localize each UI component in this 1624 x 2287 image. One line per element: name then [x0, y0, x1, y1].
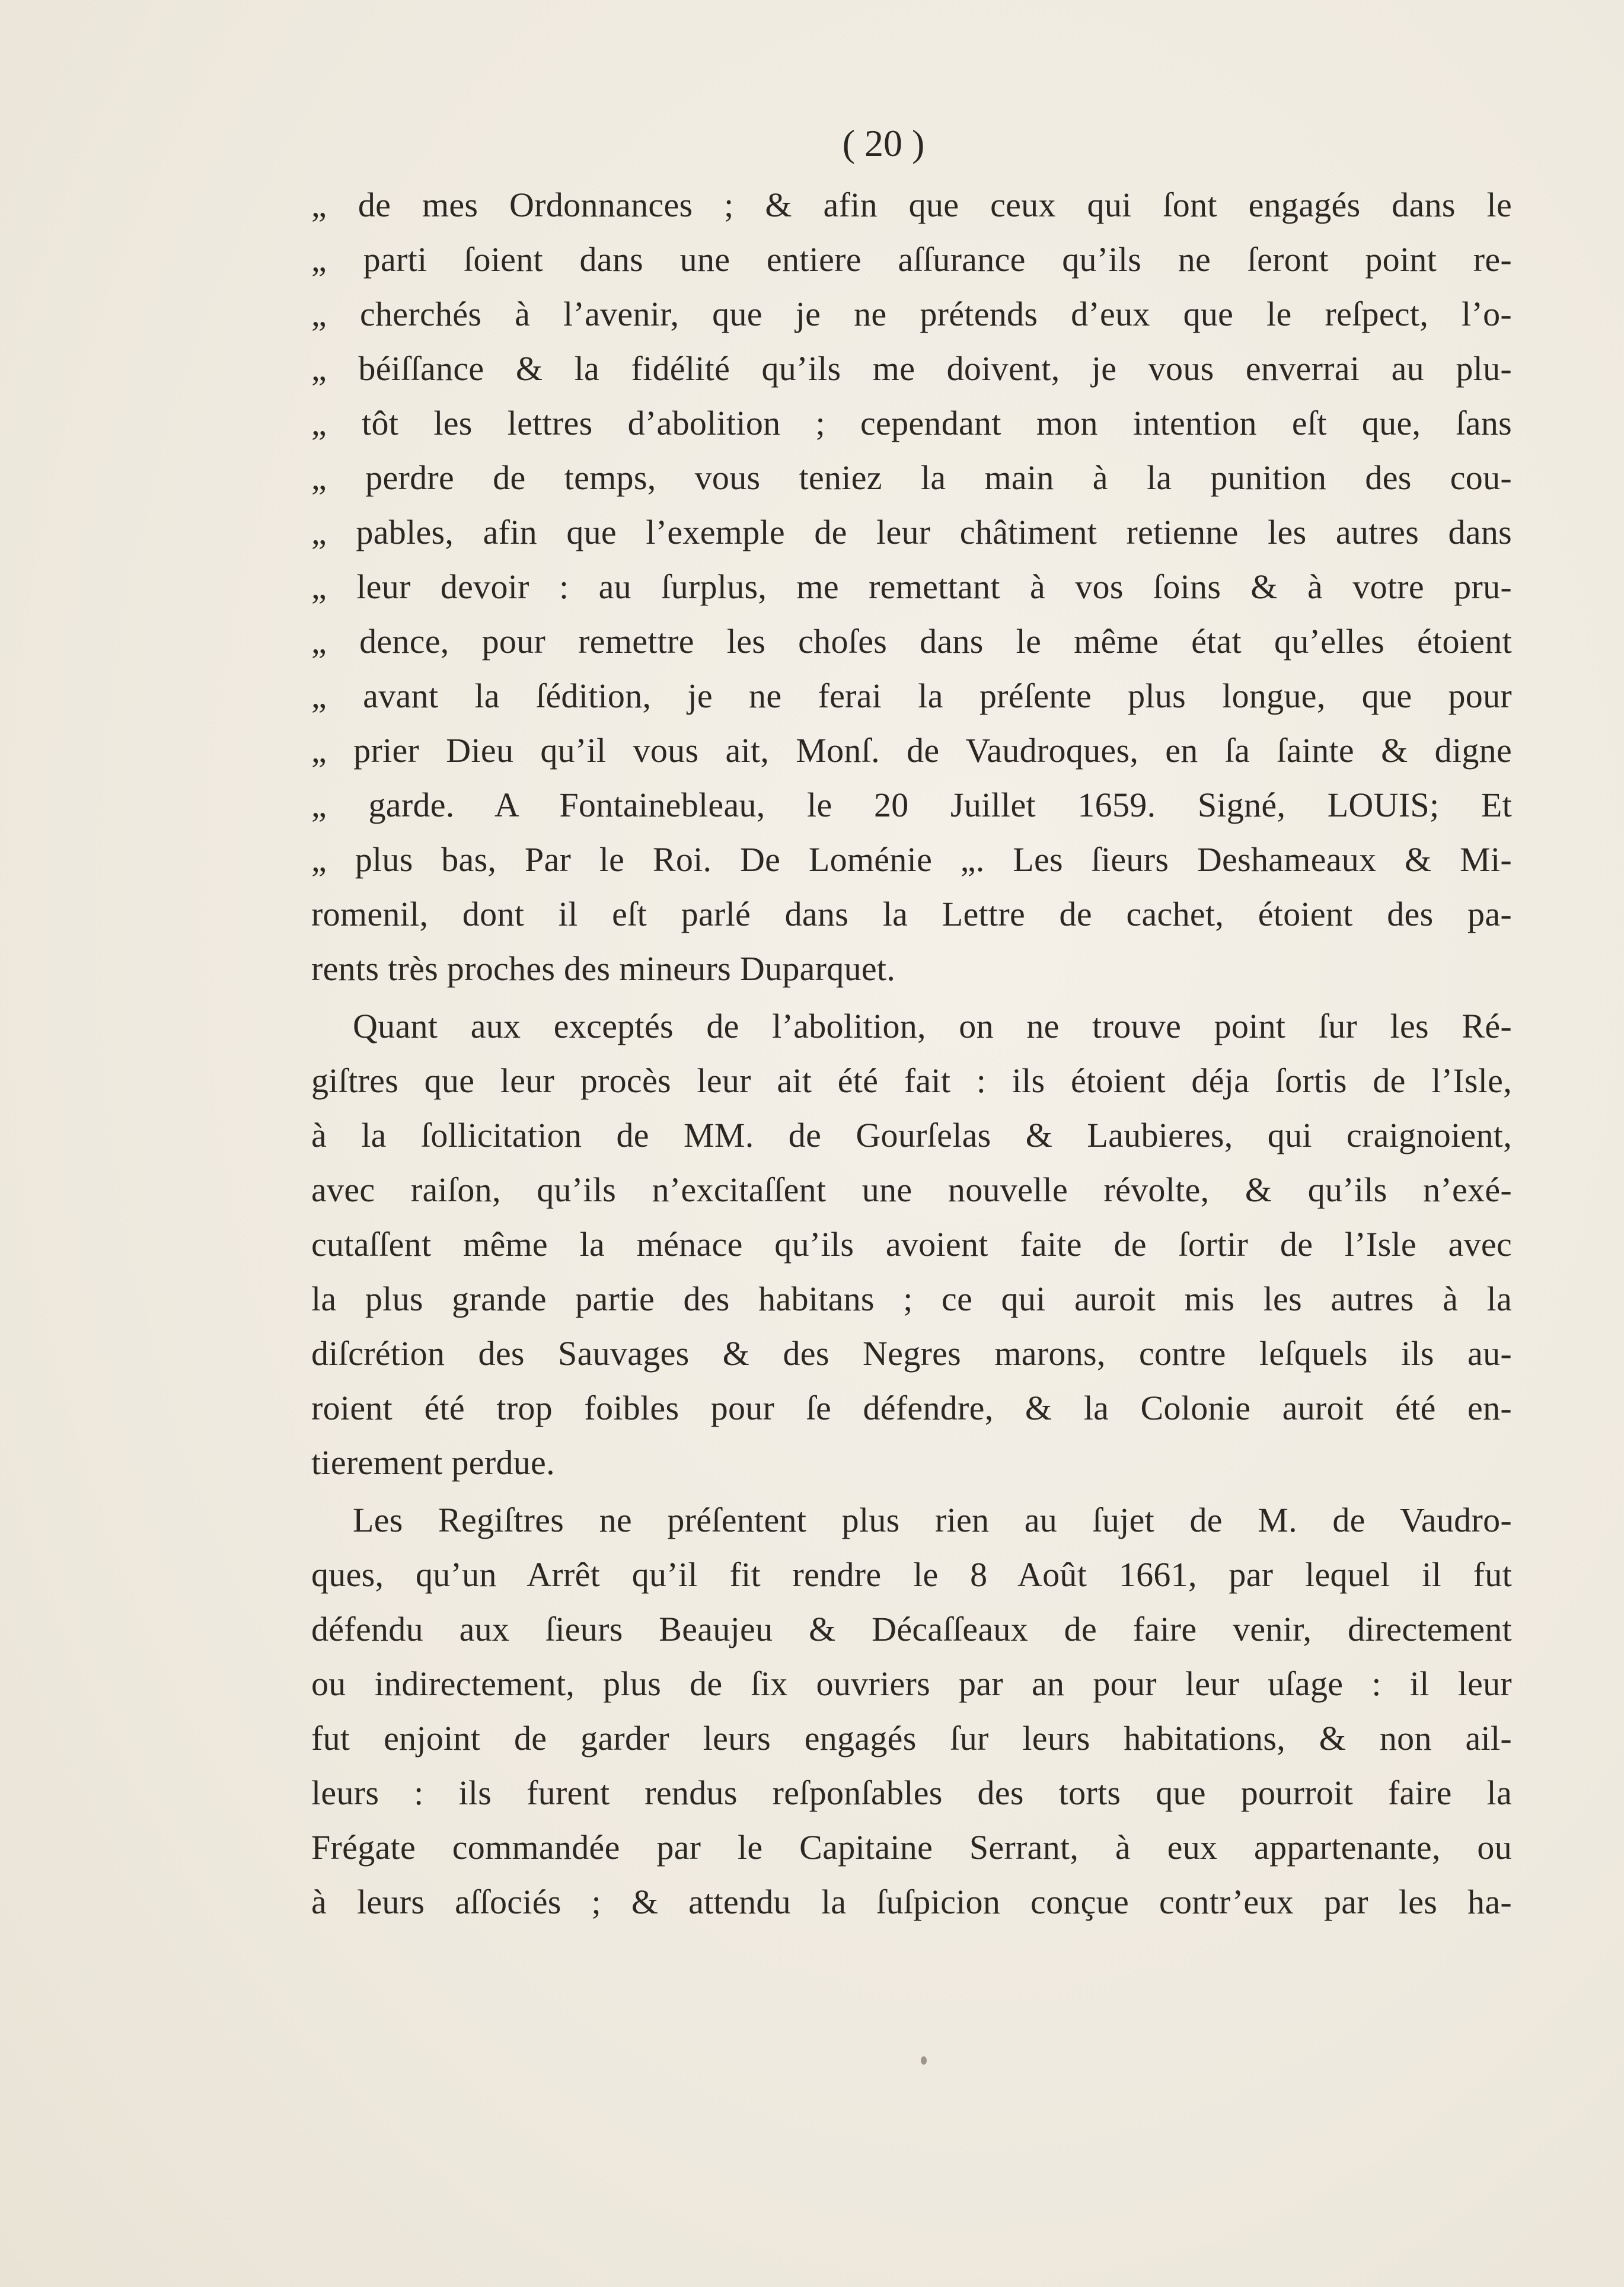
text-line: „ plus bas, Par le Roi. De Loménie „. Les ſieurs Deshameaux & Mi- [311, 840, 1512, 879]
text-line: giſtres que leur procès leur ait été fait : ils étoient déja ſortis de l’Isle, [311, 1061, 1512, 1100]
text-line: cutaſſent même la ménace qu’ils avoient faite de ſortir de l’Isle avec [311, 1225, 1512, 1264]
text-line: „ parti ſoient dans une entiere aſſurance qu’ils ne ſeront point re- [311, 240, 1512, 279]
text-line: „ garde. A Fontainebleau, le 20 Juillet 1659. Signé, LOUIS; Et [311, 786, 1512, 824]
text-line: „ de mes Ordonnances ; & afin que ceux qui ſont engagés dans le [311, 186, 1512, 224]
text-line: „ pables, afin que l’exemple de leur châtiment retienne les autres dans [311, 513, 1512, 551]
text-line: défendu aux ſieurs Beaujeu & Décaſſeaux de faire venir, directement [311, 1610, 1512, 1648]
text-line: à leurs aſſociés ; & attendu la ſuſpicion conçue contr’eux par les ha- [311, 1883, 1512, 1921]
text-line: ou indirectement, plus de ſix ouvriers par an pour leur uſage : il leur [311, 1664, 1512, 1703]
text-line: „ cherchés à l’avenir, que je ne prétends d’eux que le reſpect, l’o- [311, 295, 1512, 333]
text-line: la plus grande partie des habitans ; ce qui auroit mis les autres à la [311, 1280, 1512, 1318]
page-number: ( 20 ) [842, 122, 925, 164]
text-line: „ tôt les lettres d’abolition ; cependant mon intention eſt que, ſans [311, 404, 1512, 442]
text-line: Frégate commandée par le Capitaine Serrant, à eux appartenante, ou [311, 1828, 1512, 1867]
text-line: diſcrétion des Sauvages & des Negres marons, contre leſquels ils au- [311, 1334, 1512, 1373]
text-line: rents très proches des mineurs Duparquet. [311, 949, 896, 988]
text-line: roient été trop foibles pour ſe défendre, & la Colonie auroit été en- [311, 1389, 1512, 1427]
paragraph-start-line: Quant aux exceptés de l’abolition, on ne trouve point ſur les Ré- [353, 1007, 1512, 1045]
paragraph-start-line: Les Regiſtres ne préſentent plus rien au ſujet de M. de Vaudro- [353, 1501, 1512, 1539]
text-line: „ perdre de temps, vous teniez la main à la punition des cou- [311, 458, 1512, 497]
text-line: fut enjoint de garder leurs engagés ſur leurs habitations, & non ail- [311, 1719, 1512, 1757]
text-line: „ prier Dieu qu’il vous ait, Monſ. de Vaudroques, en ſa ſainte & digne [311, 731, 1512, 770]
ink-speck [921, 2056, 927, 2065]
text-line: „ dence, pour remettre les choſes dans le même état qu’elles étoient [311, 622, 1512, 661]
text-line: „ leur devoir : au ſurplus, me remettant à vos ſoins & à votre pru- [311, 567, 1512, 606]
text-line: tierement perdue. [311, 1443, 555, 1482]
text-line: à la ſollicitation de MM. de Gourſelas & Laubieres, qui craignoient, [311, 1116, 1512, 1154]
text-line: romenil, dont il eſt parlé dans la Lettre de cachet, étoient des pa- [311, 895, 1512, 933]
text-line: „ béiſſance & la fidélité qu’ils me doivent, je vous enverrai au plu- [311, 349, 1512, 388]
text-line: leurs : ils furent rendus reſponſables des torts que pourroit faire la [311, 1774, 1512, 1812]
text-line: avec raiſon, qu’ils n’excitaſſent une nouvelle révolte, & qu’ils n’exé- [311, 1170, 1512, 1209]
text-line: „ avant la ſédition, je ne ferai la préſente plus longue, que pour [311, 677, 1512, 715]
text-line: ques, qu’un Arrêt qu’il fit rendre le 8 Août 1661, par lequel il fut [311, 1555, 1512, 1594]
